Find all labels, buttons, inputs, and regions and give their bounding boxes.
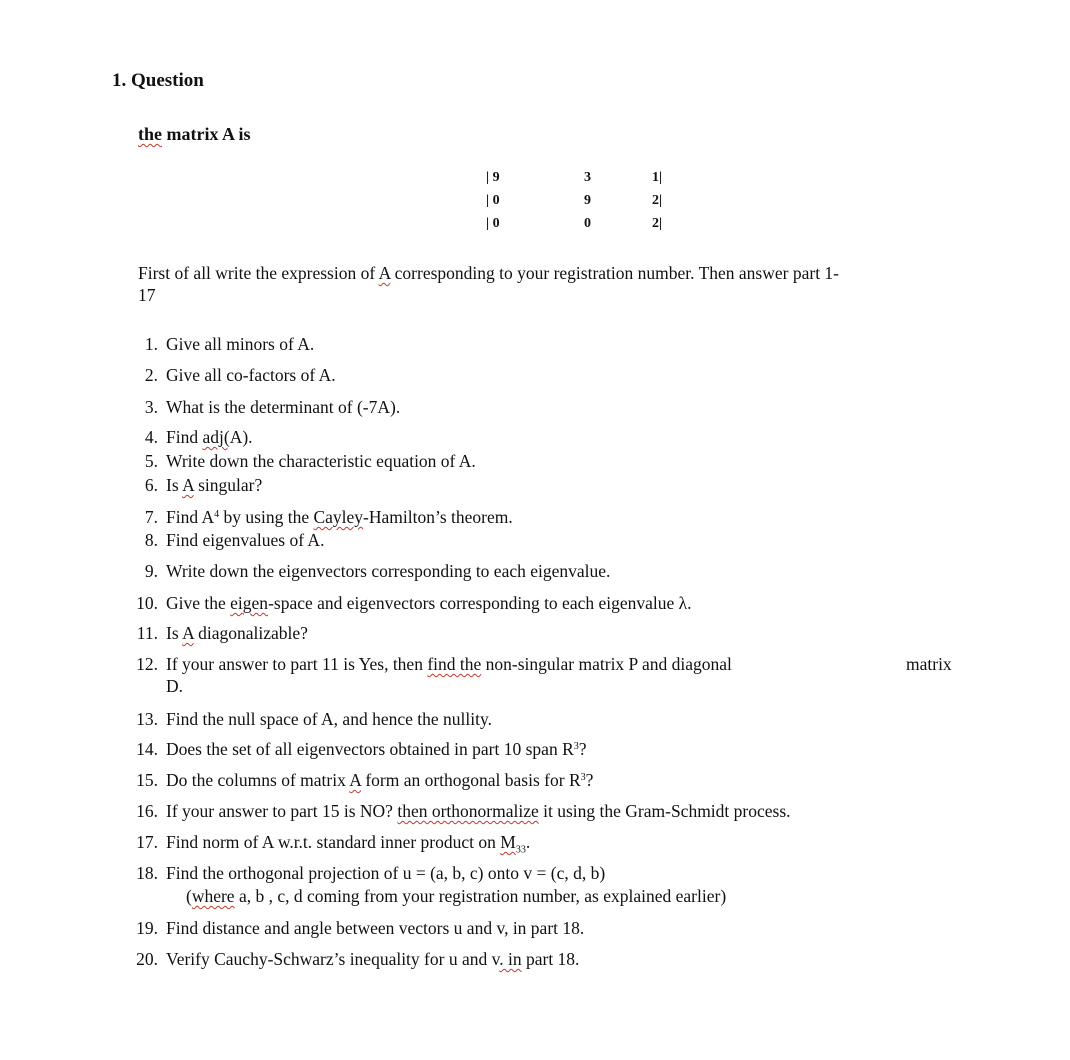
spell-flag-word: Cayley	[313, 507, 364, 527]
item-number: 9.	[144, 561, 158, 581]
item-number: 10.	[136, 593, 158, 613]
spell-flag-word: A	[182, 475, 194, 495]
item-number: 17.	[136, 832, 158, 852]
matrix-cell: 2|	[652, 193, 663, 208]
instructions-paragraph	[138, 262, 968, 306]
item-text	[166, 769, 593, 791]
question-heading: 1. Question	[112, 70, 204, 91]
item-number: 2.	[144, 365, 158, 385]
superscript: 3	[580, 772, 586, 783]
text-run: singular?	[193, 475, 263, 495]
superscript: 3	[573, 741, 579, 752]
spell-flag-word: A	[378, 263, 391, 283]
text-run: Find norm of A w.r.t. standard inner product on	[166, 832, 501, 852]
text-run: Verify Cauchy-Schwarz’s inequality for u and v	[166, 949, 500, 969]
spell-flag-word: the	[138, 124, 162, 144]
matrix-cell: 2|	[652, 216, 663, 231]
item-text: Write down the characteristic equation of A.	[166, 451, 476, 471]
item-text	[166, 426, 253, 448]
text-run: non-singular matrix P and diagonal	[481, 654, 732, 674]
text-run: .	[525, 832, 531, 852]
item-text-tail: matrix	[906, 654, 952, 674]
matrix-cell: 3	[584, 170, 591, 185]
item-number: 5.	[144, 451, 158, 471]
item-number: 6.	[144, 475, 158, 495]
matrix-intro-text: matrix A is	[162, 124, 251, 144]
text-run: Is	[166, 475, 183, 495]
text-run: Is	[166, 623, 183, 643]
item-text: Find distance and angle between vectors u and v, in part 18.	[166, 918, 585, 938]
text-run: Do the columns of matrix	[166, 770, 350, 790]
item-text	[166, 800, 791, 822]
item-text: Give all co-factors of A.	[166, 365, 336, 385]
text-run: A).	[229, 427, 253, 447]
item-text	[166, 506, 513, 528]
item-number: 3.	[144, 397, 158, 417]
item-text: Find eigenvalues of A.	[166, 530, 325, 550]
item-number: 1.	[144, 334, 158, 354]
text-run: ?	[578, 739, 587, 759]
text-run: If your answer to part 15 is NO?	[166, 801, 398, 821]
matrix-cell: 0	[584, 216, 591, 231]
text-run: ?	[585, 770, 594, 790]
item-number: 20.	[136, 949, 158, 969]
item-number: 8.	[144, 530, 158, 550]
item-text: Write down the eigenvectors corresponding to each eigenvalue.	[166, 561, 611, 581]
item-text	[166, 592, 692, 614]
spell-flag-word: eigen	[230, 593, 269, 613]
spell-flag-word: then orthonormalize	[397, 801, 539, 821]
matrix-cell: 1|	[652, 170, 663, 185]
item-text: What is the determinant of (-7A).	[166, 397, 401, 417]
item-number: 12.	[136, 654, 158, 674]
item-number: 14.	[136, 739, 158, 759]
spell-flag-word: where	[191, 886, 235, 906]
item-text: Find the orthogonal projection of u = (a, b, c) onto v = (c, d, b)	[166, 863, 606, 883]
text-run: it using the Gram-Schmidt process.	[538, 801, 791, 821]
item-number: 7.	[144, 507, 158, 527]
intro-text: 17	[138, 285, 156, 305]
spell-flag-word: . in	[499, 949, 522, 969]
spell-flag-word: M	[500, 832, 516, 852]
text-run: Find	[166, 427, 203, 447]
text-run: Does the set of all eigenvectors obtained in part 10 span R	[166, 739, 574, 759]
text-run: -space and eigenvectors corresponding to each eigenvalue λ.	[268, 593, 692, 613]
text-run: part 18.	[521, 949, 580, 969]
item-number: 13.	[136, 709, 158, 729]
item-number: 4.	[144, 427, 158, 447]
item-number: 16.	[136, 801, 158, 821]
text-run: (	[186, 886, 192, 906]
matrix-cell: | 9	[486, 170, 500, 185]
item-text	[166, 738, 587, 760]
text-run: Give the	[166, 593, 231, 613]
spell-flag-word: find the	[427, 654, 482, 674]
text-run: diagonalizable?	[193, 623, 308, 643]
text-run: by using the	[219, 507, 314, 527]
intro-text: First of all write the expression of	[138, 263, 379, 283]
spell-flag-word: adj(	[202, 427, 230, 447]
spell-flag-word: A	[182, 623, 194, 643]
item-number: 11.	[136, 623, 158, 643]
text-run: Find A	[166, 507, 215, 527]
matrix-cell: | 0	[486, 193, 500, 208]
item-text: Find the null space of A, and hence the nullity.	[166, 709, 492, 729]
superscript: 4	[214, 509, 220, 520]
text-run: a, b , c, d coming from your registration number, as explained earlier)	[234, 886, 727, 906]
item-text-continuation	[186, 885, 726, 907]
text-run: If your answer to part 11 is Yes, then	[166, 654, 428, 674]
text-run: -Hamilton’s theorem.	[363, 507, 513, 527]
item-number: 18.	[136, 863, 158, 883]
item-text	[166, 653, 732, 675]
item-number: 15.	[136, 770, 158, 790]
matrix-intro	[138, 124, 251, 145]
spell-flag-word: A	[349, 770, 361, 790]
intro-text: corresponding to your registration number. Then answer part 1-	[390, 263, 840, 283]
text-run: form an orthogonal basis for R	[360, 770, 581, 790]
item-text-continuation: D.	[166, 676, 184, 696]
matrix-cell: | 0	[486, 216, 500, 231]
item-text	[166, 948, 579, 970]
item-text: Give all minors of A.	[166, 334, 315, 354]
item-text	[166, 831, 531, 856]
item-text	[166, 622, 308, 644]
subscript: 33	[515, 844, 526, 856]
item-text	[166, 474, 262, 496]
matrix-cell: 9	[584, 193, 591, 208]
item-number: 19.	[136, 918, 158, 938]
